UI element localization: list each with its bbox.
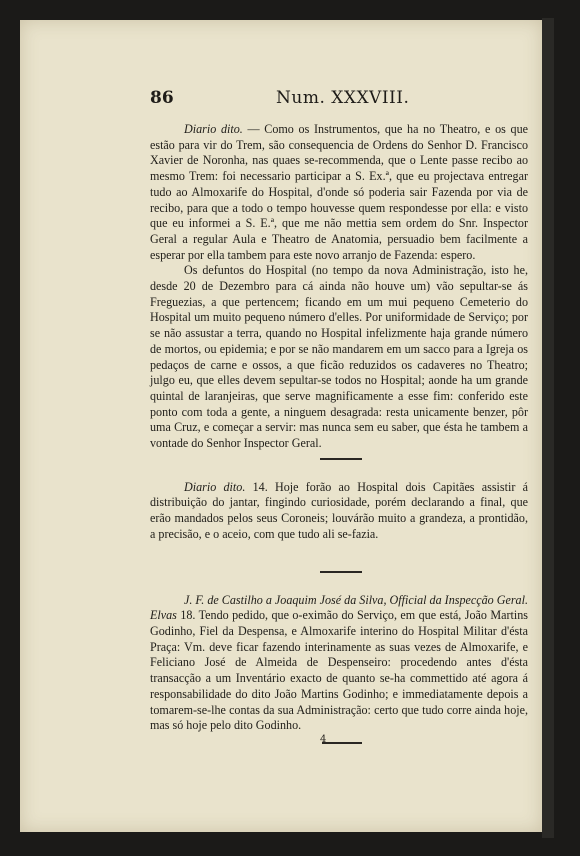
- entry-body: Os defuntos do Hospital (no tempo da nova Administração, isto he, desde 20 de Dezembro para cá ainda não houve um) vão sepultar-se ás Freguezias, a que pertencem; ficando em um mui pequeno Cemeterio do Hospital um muito pequeno número d'elles. Por uniformidade de Serviço; por se não assustar a terra, quando no Hospital infelizmente haja grande número de mortos, ou epidemia; e por se não mandarem em um sacco para a Igreja os pedaços de carne e ossos, a que ficão reduzidos os cadaveres no Theatro; julgo eu, que elles devem sepultar-se todos no Hospital; aonde ha um grande quintal de laranjeiras, que serve magnificamente a esse fim: conferido este ponto com toda a gente, a ninguem desagrada: resta unicamente benzer, pôr uma Cruz, e começar a servir: mas nunca sem eu saber, que ésta he tambem a vontade do Senhor Inspector Geral.: [150, 263, 528, 451]
- entry-body: — Como os Instrumentos, que ha no Theatro, e os que estão para vir do Trem, são consequencia de Ordens do Senhor D. Francisco Xavier de Noronha, nas quaes se-recommenda, que o Lente passe recibo ao mesmo Trem: foi necessario participar a S. Ex.ª, que eu projectava entregar tudo ao Almoxarife do Hospital, d'onde só poderia sair Fazenda por via de recibo, para que a todo o tempo houvesse quem respondesse por ella: e visto que eu informei a S. E.ª, que me não mettia sem ordem do Snr. Inspector Geral a regular Aula e Theatro de Anatomia, persuadio bem facilmente a esperar por ella tambem para este novo arranjo de Fazenda: espero.: [150, 122, 528, 262]
- entry-body: 18. Tendo pedido, que o-eximão do Serviço, em que está, João Martins Godinho, Fiel da Despensa, e Almoxarife interino do Hospital Militar d'ésta Praça: Vm. deve ficar fazendo interinamente as suas vezes de Almoxarife, e Feliciano José de Almeida de Despenseiro: procedendo antes d'ésta transacção a um Inventário exacto de quanto se-ha commettido até agora á responsabilidade do dito João Martins Godinho; e immediatamente depois a tomarem-se-lhe contas da sua Administração: certo que tudo corre ainda hoje, mas só hoje pelo dito Godinho.: [150, 608, 528, 733]
- signature-mark: 4: [320, 734, 327, 745]
- letter-heading: J. F. de Castilho a Joaquim José da Silva, Official da Inspecção Geral. Elvas: [150, 592, 528, 623]
- bottom-rule: [322, 742, 362, 744]
- body-text: [150, 122, 528, 734]
- page-edge: [542, 18, 554, 838]
- section-rule: [150, 452, 528, 466]
- page-header: [150, 88, 410, 114]
- entry-lead: Diario dito.: [184, 122, 243, 136]
- paragraph: [150, 480, 528, 543]
- paragraph: [150, 122, 528, 263]
- running-head: Num. XXXVIII.: [276, 88, 410, 108]
- entry-lead: Diario dito.: [184, 479, 246, 494]
- page-number: 86: [150, 88, 174, 108]
- entry-body: 14. Hoje forão ao Hospital dois Capitães assistir á distribuição do jantar, fingindo curiosidade, porém declarando a final, que erão mandados pelos seus Coroneis; louvárão muito a grandeza, a prontidão, a precisão, e o aceio, com que tudo ali se-fazia.: [150, 479, 528, 541]
- paragraph: [150, 593, 528, 734]
- paragraph: [150, 263, 528, 451]
- section-rule: [150, 565, 528, 579]
